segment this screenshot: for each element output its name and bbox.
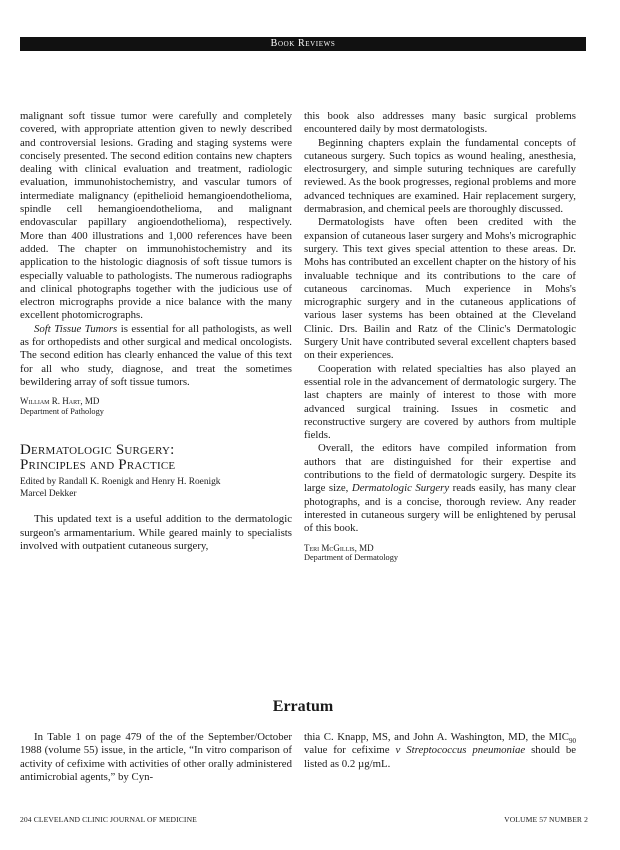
review-paragraph: Cooperation with related specialties has also played an essential role in the advancement of dermatologic surgery. The last chapters are mainly of interest to those with more advanced surgical training. Issues in cosmetic and reconstructive surgery are covered by authors from multiple fields. <box>304 362 576 442</box>
review-paragraph: Dermatologists have often been credited with the expansion of cutaneous laser surgery and Mohs's micrographic surgery. This text gives special attention to these areas. Dr. Mohs has contributed an excellent chapter on the history of his invaluable technique and its contributions to the care of cutaneous carcinomas. Much experience in Mohs's micrographic surgery and in the cutaneous applications of various laser systems has been obtained at the Cleveland Clinic. Drs. Bailin and Ratz of the Clinic's Dermatologic Surgery Unit have contributed several excellent chapters based on their experiences. <box>304 216 576 362</box>
book-title-italic: Dermatologic Surgery <box>351 482 450 495</box>
reviewer-department: Department of Dermatology <box>304 553 399 562</box>
footer-journal: 204 CLEVELAND CLINIC JOURNAL OF MEDICINE <box>20 815 197 824</box>
book-editors: Edited by Randall K. Roenigk and Henry H. Roenigk Marcel Dekker <box>20 477 221 499</box>
footer-volume: VOLUME 57 NUMBER 2 <box>504 815 588 824</box>
erratum-right-column <box>304 731 576 771</box>
erratum-heading: Erratum <box>272 698 334 715</box>
review-paragraph: malignant soft tissue tumor were carefully and completely covered, with appropriate attention given to newly described and controversial lesions. Grading and staging systems were concisely presented. The second edition contains new chapters dealing with clinical evaluation and treatment, radiologic evaluation, immunohistochemistry, and vascular tumors of intermediate malignancy (epithelioid hemangioendothelioma, spindle cell hemangioendothelioma, and malignant endovascular papillary angioendothelioma), respectively. More than 400 illustrations and 1,000 references have been added. The chapter on immunohistochemistry and its application to the histologic diagnosis of soft tissue tumors is especially valuable to pathologists. The numerous radiographs and clinical photographs together with the judicious use of electron micrographs provide a nice balance with the many excellent photomicrographs. <box>20 110 292 322</box>
reviewer-signature <box>20 396 292 417</box>
erratum-paragraph: In Table 1 on page 479 of the of the September/October 1988 (volume 55) issue, in the article, “In vitro comparison of activity of cefixime with activities of other orally administered antimicrobial agents,” by Cyn- <box>20 731 292 783</box>
review-paragraph: Beginning chapters explain the fundamental concepts of cutaneous surgery. Such topics as wound healing, anesthesia, electrosurgery, and simple suturing techniques are carefully reviewed. As the book progresses, regional problems and more advanced techniques are examined. Hair replacement surgery, dermabrasion, and chemical peels are thoroughly discussed. <box>304 136 576 216</box>
book-title-italic: Soft Tissue Tumors <box>34 322 118 335</box>
reviewer-signature <box>304 543 576 564</box>
reviewer-department: Department of Pathology <box>20 406 104 416</box>
section-title: Book Reviews <box>270 38 336 49</box>
left-column <box>20 110 292 553</box>
right-column <box>304 110 576 564</box>
review-paragraph: This updated text is a useful addition to the dermatologic surgeon's armamentarium. While geared mainly to specialists involved with outpatient cutaneous surgery, <box>20 513 292 552</box>
section-header-bar <box>20 37 586 51</box>
reviewer-name: Teri McGillis, MD <box>304 542 374 553</box>
review-book-title: Dermatologic Surgery: Principles and Practice <box>20 442 176 474</box>
reviewer-name: William R. Hart, MD <box>20 396 100 407</box>
erratum-paragraph: thia C. Knapp, MS, and John A. Washington, MD, the $MIC_{90}$ value for cefixime v Streptococcus pneumoniae should be listed as 0.2 µg/mL. <box>304 731 577 770</box>
review-paragraph: Overall, the editors have compiled information from authors that are distinguished for their expertise and contributions to the field of dermatologic surgery. Despite its large size, Dermatologic Surgery reads easily, has many clear photographs, and is a concise, thorough review. Any reader interested in cutaneous surgery will be enlightened by perusal of this book. <box>304 442 576 535</box>
review-paragraph: this book also addresses many basic surgical problems encountered daily by most dermatologists. <box>304 110 576 136</box>
review-paragraph: Soft Tissue Tumors is essential for all pathologists, as well as for orthopedists and other surgical and medical oncologists. The second edition has clearly enhanced the value of this text for all who study, diagnose, and treat the sometimes bewildering array of soft tissue tumors. <box>20 322 292 388</box>
erratum-left-column <box>20 731 292 784</box>
